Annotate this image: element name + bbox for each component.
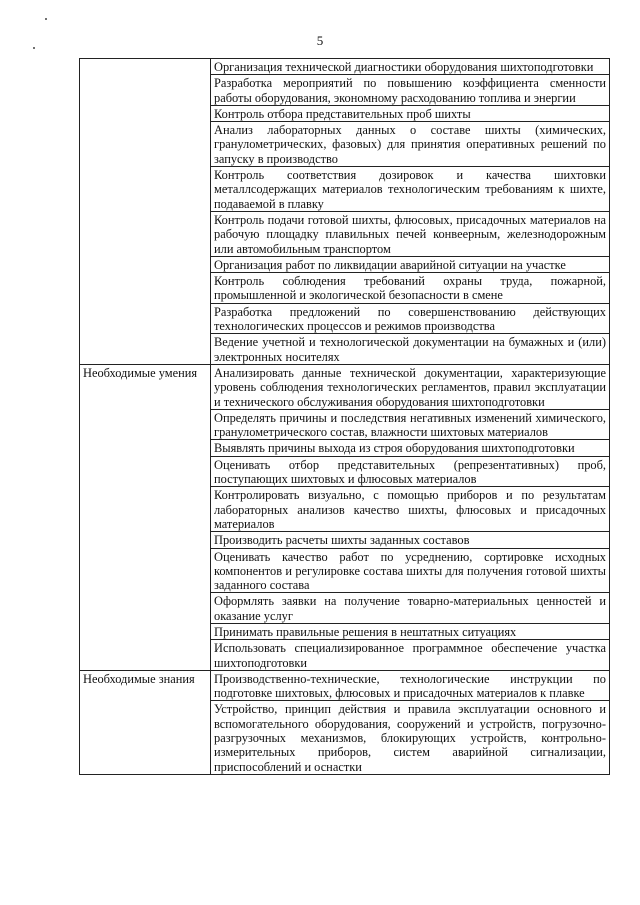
row-text: Производить расчеты шихты заданных составов [211, 532, 610, 548]
row-text: Оценивать качество работ по усреднению, сортировке исходных компонентов и регулировке состава шихты для получения готовой шихты заданного состава [211, 548, 610, 593]
row-text: Производственно-технические, технологические инструкции по подготовке шихтовых, флюсовых и присадочных материалов к плавке [211, 670, 610, 701]
row-text: Организация технической диагностики оборудования шихтоподготовки [211, 59, 610, 75]
row-text: Контроль отбора представительных проб шихты [211, 105, 610, 121]
requirements-table [79, 58, 610, 775]
row-text: Оформлять заявки на получение товарно-материальных ценностей и оказание услуг [211, 593, 610, 624]
row-text: Выявлять причины выхода из строя оборудования шихтоподготовки [211, 440, 610, 456]
row-text: Контролировать визуально, с помощью приборов и по результатам лабораторных анализов качество шихты, флюсовых и присадочных материалов [211, 487, 610, 532]
row-text: Организация работ по ликвидации аварийной ситуации на участке [211, 256, 610, 272]
row-text: Устройство, принцип действия и правила эксплуатации основного и вспомогательного оборудования, сооружений и устройств, погрузочно-разгрузочных механизмов, блокирующих устройств, контрольно-измерительных приборов, систем аварийной сигнализации, приспособлений и оснастки [211, 701, 610, 774]
category-cell-knowledge: Необходимые знания [80, 670, 211, 774]
page-number: 5 [316, 33, 324, 48]
row-text: Принимать правильные решения в нештатных ситуациях [211, 623, 610, 639]
category-cell-continued [80, 59, 211, 365]
row-text: Контроль соответствия дозировок и качества шихтовки металлсодержащих материалов технологическим требованиям к шихте, подаваемой в плавку [211, 167, 610, 212]
table-row [80, 670, 610, 701]
table-row [80, 364, 610, 409]
row-text: Разработка предложений по совершенствованию действующих технологических процессов и режимов производства [211, 303, 610, 334]
table-row [80, 59, 610, 75]
row-text: Определять причины и последствия негативных изменений химического, гранулометрического состав, влажности шихтовых материалов [211, 409, 610, 440]
row-text: Анализировать данные технической документации, характеризующие уровень соблюдения технологических регламентов, правил эксплуатации и технического обслуживания оборудования шихтоподготовки [211, 364, 610, 409]
row-text: Разработка мероприятий по повышению коэффициента сменности работы оборудования, экономному расходованию топлива и энергии [211, 75, 610, 106]
scan-speck [45, 18, 47, 20]
category-cell-skills: Необходимые умения [80, 364, 211, 670]
row-text: Анализ лабораторных данных о составе шихты (химических, гранулометрических, фазовых) для принятия оперативных решений по запуску в производство [211, 122, 610, 167]
row-text: Контроль подачи готовой шихты, флюсовых, присадочных материалов на рабочую площадку плавильных печей конвеерным, железнодорожным или автомобильным транспортом [211, 211, 610, 256]
row-text: Контроль соблюдения требований охраны труда, пожарной, промышленной и экологической безопасности в смене [211, 273, 610, 304]
row-text: Оценивать отбор представительных (репрезентативных) проб, поступающих шихтовых и флюсовых материалов [211, 456, 610, 487]
row-text: Ведение учетной и технологической документации на бумажных и (или) электронных носителях [211, 334, 610, 365]
row-text: Использовать специализированное программное обеспечение участка шихтоподготовки [211, 640, 610, 671]
